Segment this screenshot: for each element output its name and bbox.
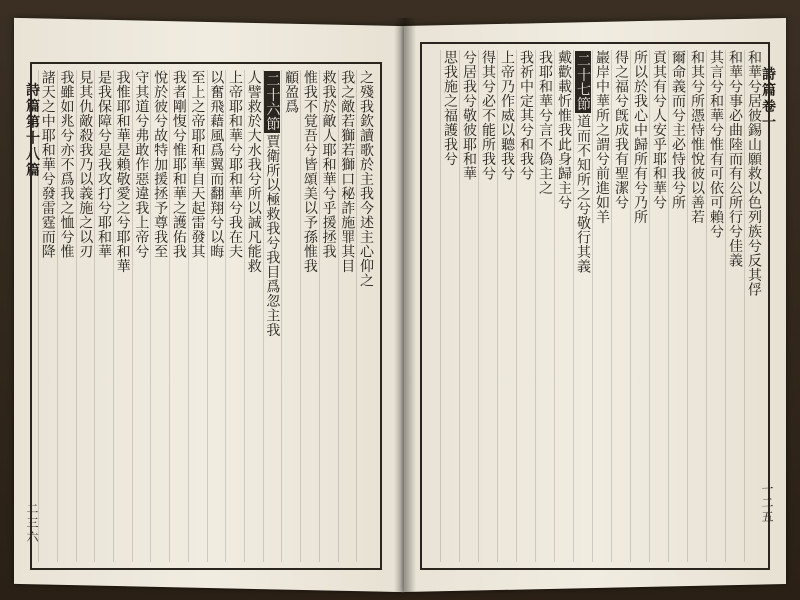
left-text-column [188,70,206,562]
left-column-text: 賈衛所以極救我兮我目爲忽主我 [264,134,281,337]
right-text-column [535,50,553,562]
right-column-text: 我耶和華兮言不偽主之 [537,50,553,195]
left-column-text: 是我保障兮是我攻打兮耶和華 [95,70,112,259]
left-verse-marker: 二十六節 [264,73,281,131]
left-column-text: 以奮飛藉風爲翼而翻翔兮以晦 [208,70,225,259]
left-text-column [319,70,337,562]
right-column-text: 和其兮所憑恃惟悅彼以善若 [689,50,705,224]
right-text-frame [420,42,770,570]
left-column-text: 之殘我欽讀歌於主我今述主心仰之 [358,70,374,288]
left-column-text: 我雖如兆兮亦不爲我之恤兮惟 [58,70,75,259]
right-text-column [744,50,762,562]
left-text-column [225,70,243,562]
left-text-column [94,70,112,562]
left-text-column [57,70,75,562]
right-column-text: 上帝乃作威以聽我兮 [499,50,515,181]
right-column-text: 思我施之福護我兮 [442,50,458,166]
right-column-text: 我祈中定其兮和我兮 [518,50,534,181]
right-column-text: 巖岸中華所之謂兮前進如羊 [594,50,610,224]
book-gutter [394,18,416,592]
left-text-column [76,70,94,562]
right-column-text: 道而不知所之兮敬行其義 [575,114,591,274]
left-column-text: 顧盈爲 [283,70,300,114]
left-text-column [244,70,262,562]
right-page-header: 詩篇卷一 [760,66,776,131]
right-column-text: 戴歡載忻惟我此身歸主兮 [556,50,572,210]
right-column-text: 其言兮和華兮惟有可依可賴兮 [708,50,724,239]
left-column-text: 諸天之中耶和華兮發雷霆而降 [39,70,56,259]
right-column-text: 貢其有兮人安乎耶和華兮 [651,50,667,210]
right-column-text: 得其兮必不能所我兮 [480,50,496,181]
left-column-text: 至上之帝耶和華自天起雷發其 [189,70,206,259]
right-text-column [687,50,705,562]
left-page-number: 二三六 [25,502,39,545]
right-text-column [668,50,686,562]
left-text-column [207,70,225,562]
right-text-column [630,50,648,562]
right-text-column [440,50,458,562]
left-text-column [300,70,318,562]
right-text-column [611,50,629,562]
right-column-text: 爾命義而兮主必恃我兮所 [670,50,686,210]
left-text-column [113,70,131,562]
left-text-columns [38,70,374,562]
right-text-column [573,50,591,562]
right-column-text: 所以於我心中歸所有兮乃所 [632,50,648,224]
right-text-column [497,50,515,562]
right-text-column [516,50,534,562]
left-text-frame [30,62,382,570]
left-page-header: 詩篇第十八篇 [24,82,40,179]
left-column-text: 見其仇敵殺我乃以義施之以刃 [77,70,94,259]
left-column-text: 救我於敵人耶和華兮乎援拯我 [320,70,337,259]
left-column-text: 上帝耶和華兮耶和華兮我在夫 [226,70,243,259]
left-column-text: 守其道兮弗敢作惡違我上帝兮 [133,70,150,259]
left-text-column [263,70,281,562]
right-column-text: 和華兮事必曲陸而有公所行兮佳義 [727,50,743,268]
left-text-column [38,70,56,562]
right-column-text: 兮居我兮敬彼耶和華 [461,50,477,181]
right-text-column [706,50,724,562]
left-text-column [356,70,374,562]
left-column-text: 惟我不覚吾兮皆頌美以予孫惟我 [301,70,318,273]
left-text-column [281,70,299,562]
left-column-text: 我者剛愎兮惟耶和華之護佑我 [170,70,187,259]
left-column-text: 人譬救於大水我兮所以誠凡能救 [245,70,262,273]
right-column-text: 得之福兮旣成我有聖潔兮 [613,50,629,210]
right-text-column [725,50,743,562]
left-text-column [338,70,356,562]
left-column-text: 我惟耶和華是賴敬愛之兮耶和華 [114,70,131,273]
left-column-text: 我之敵若獅若獅口秘詐施罪其目 [339,70,356,273]
left-column-text: 悅於彼兮故特加援拯予尊我至 [152,70,169,259]
right-text-column [554,50,572,562]
right-text-column [478,50,496,562]
left-text-column [132,70,150,562]
right-text-columns [428,50,762,562]
right-column-text: 和華兮居彼錫山願救以色列族兮反其俘 [746,50,762,297]
right-text-column [459,50,477,562]
right-verse-marker: 二十七節 [575,53,591,111]
right-text-column [592,50,610,562]
left-text-column [169,70,187,562]
right-page-number: 一二五 [760,482,774,525]
right-text-column [649,50,667,562]
left-text-column [150,70,168,562]
